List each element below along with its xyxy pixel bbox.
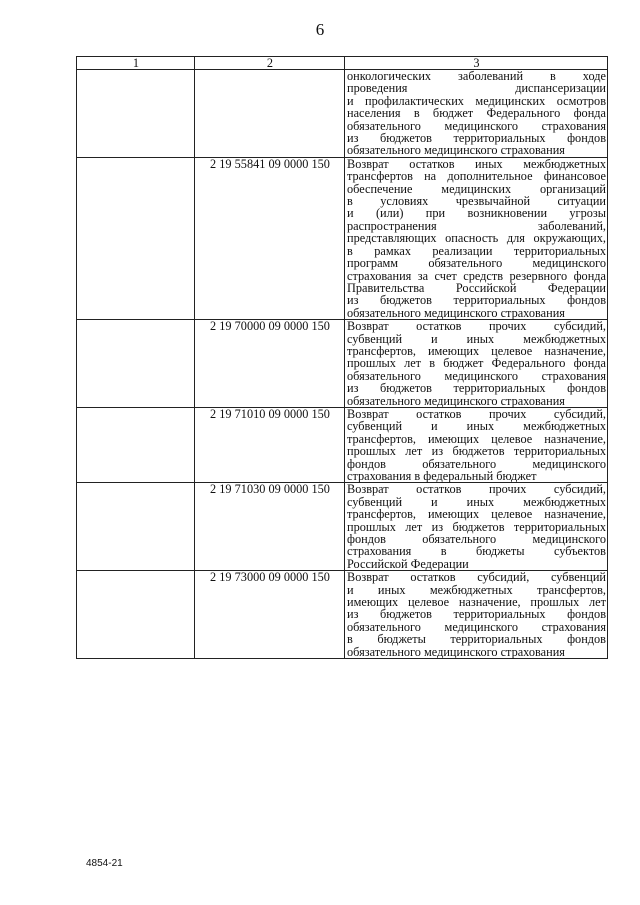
- description-line: страхования в бюджеты субъектов: [347, 544, 606, 559]
- description-line: проведения диспансеризации: [347, 81, 606, 96]
- description-line: обеспечение медицинских организаций: [347, 181, 606, 196]
- document-code: 4854-21: [86, 858, 123, 869]
- budget-codes-table: [76, 56, 608, 659]
- description-line: и профилактических медицинских осмотров: [347, 93, 606, 108]
- description-line: трансфертов, имеющих целевое назначение,: [347, 507, 606, 522]
- description-line: в бюджеты территориальных фондов: [347, 632, 606, 647]
- description-line: обязательного медицинского страхования: [347, 118, 606, 133]
- description-line: населения в бюджет Федерального фонда: [347, 106, 606, 121]
- description-line: страхования в федеральный бюджет: [347, 469, 537, 483]
- description-line: страхования за счет средств резервного фонда: [347, 268, 606, 283]
- description-cell: [345, 483, 608, 571]
- description-line: онкологических заболеваний в ходе: [347, 69, 606, 83]
- description-line: прошлых лет в бюджет Федерального фонда: [347, 356, 606, 371]
- column-header-2: 2: [195, 57, 345, 70]
- page-number: 6: [315, 20, 325, 39]
- description-line: из бюджетов территориальных фондов: [347, 131, 606, 146]
- description-line: Возврат остатков иных межбюджетных: [347, 156, 606, 171]
- description-line: из бюджетов территориальных фондов: [347, 381, 606, 396]
- description-line: и иных межбюджетных трансфертов,: [347, 582, 606, 597]
- column-header-1: 1: [77, 57, 195, 70]
- description-line: прошлых лет из бюджетов территориальных: [347, 519, 606, 534]
- description-cell: [345, 70, 608, 158]
- description-line: Возврат остатков прочих субсидий,: [347, 319, 606, 334]
- table-row: [77, 407, 608, 482]
- table-row: [77, 483, 608, 571]
- cell-col1: [77, 571, 195, 659]
- description-line: фондов обязательного медицинского: [347, 456, 606, 471]
- description-line: обязательного медицинского страхования: [347, 619, 606, 634]
- table-row: [77, 70, 608, 158]
- description-line: фондов обязательного медицинского: [347, 532, 606, 547]
- column-header-3: 3: [345, 57, 608, 70]
- description-line: и (или) при возникновении угрозы: [347, 206, 606, 221]
- budget-code-cell: 2 19 70000 09 0000 150: [195, 320, 345, 408]
- description-cell: [345, 320, 608, 408]
- description-line: Возврат остатков субсидий, субвенций: [347, 570, 606, 585]
- description-line: Возврат остатков прочих субсидий,: [347, 482, 606, 497]
- description-line: имеющих целевое назначение, прошлых лет: [347, 595, 606, 610]
- description-line: трансфертов на дополнительное финансовое: [347, 169, 606, 184]
- description-line: трансфертов, имеющих целевое назначение,: [347, 431, 606, 446]
- cell-col1: [77, 70, 195, 158]
- description-line: Правительства Российской Федерации: [347, 280, 606, 295]
- description-line: обязательного медицинского страхования: [347, 305, 565, 320]
- description-line: распространения заболеваний,: [347, 218, 606, 233]
- cell-col1: [77, 320, 195, 408]
- table-row: [77, 157, 608, 319]
- description-line: программ обязательного медицинского: [347, 256, 606, 271]
- description-line: в рамках реализации территориальных: [347, 243, 606, 258]
- description-line: обязательного медицинского страхования: [347, 143, 565, 158]
- cell-col1: [77, 407, 195, 482]
- description-line: представляющих опасность для окружающих,: [347, 231, 606, 246]
- budget-code-cell: 2 19 71010 09 0000 150: [195, 407, 345, 482]
- table-header-row: [77, 57, 608, 70]
- budget-code-cell: 2 19 55841 09 0000 150: [195, 157, 345, 319]
- cell-col1: [77, 483, 195, 571]
- description-line: Российской Федерации: [347, 556, 469, 571]
- budget-code-cell: 2 19 73000 09 0000 150: [195, 571, 345, 659]
- budget-code-cell: 2 19 71030 09 0000 150: [195, 483, 345, 571]
- table-row: [77, 320, 608, 408]
- description-line: субвенций и иных межбюджетных: [347, 494, 606, 509]
- description-line: обязательного медицинского страхования: [347, 644, 565, 659]
- description-line: обязательного медицинского страхования: [347, 393, 565, 408]
- table-row: [77, 571, 608, 659]
- description-line: Возврат остатков прочих субсидий,: [347, 406, 606, 421]
- description-line: обязательного медицинского страхования: [347, 368, 606, 383]
- description-line: из бюджетов территориальных фондов: [347, 607, 606, 622]
- cell-col1: [77, 157, 195, 319]
- description-line: в условиях чрезвычайной ситуации: [347, 194, 606, 209]
- description-line: субвенций и иных межбюджетных: [347, 331, 606, 346]
- description-line: прошлых лет из бюджетов территориальных: [347, 444, 606, 459]
- budget-code-cell: [195, 70, 345, 158]
- description-line: трансфертов, имеющих целевое назначение,: [347, 343, 606, 358]
- table-body: [77, 70, 608, 659]
- description-line: из бюджетов территориальных фондов: [347, 293, 606, 308]
- description-line: субвенций и иных межбюджетных: [347, 419, 606, 434]
- description-cell: [345, 157, 608, 319]
- description-cell: [345, 571, 608, 659]
- description-cell: [345, 407, 608, 482]
